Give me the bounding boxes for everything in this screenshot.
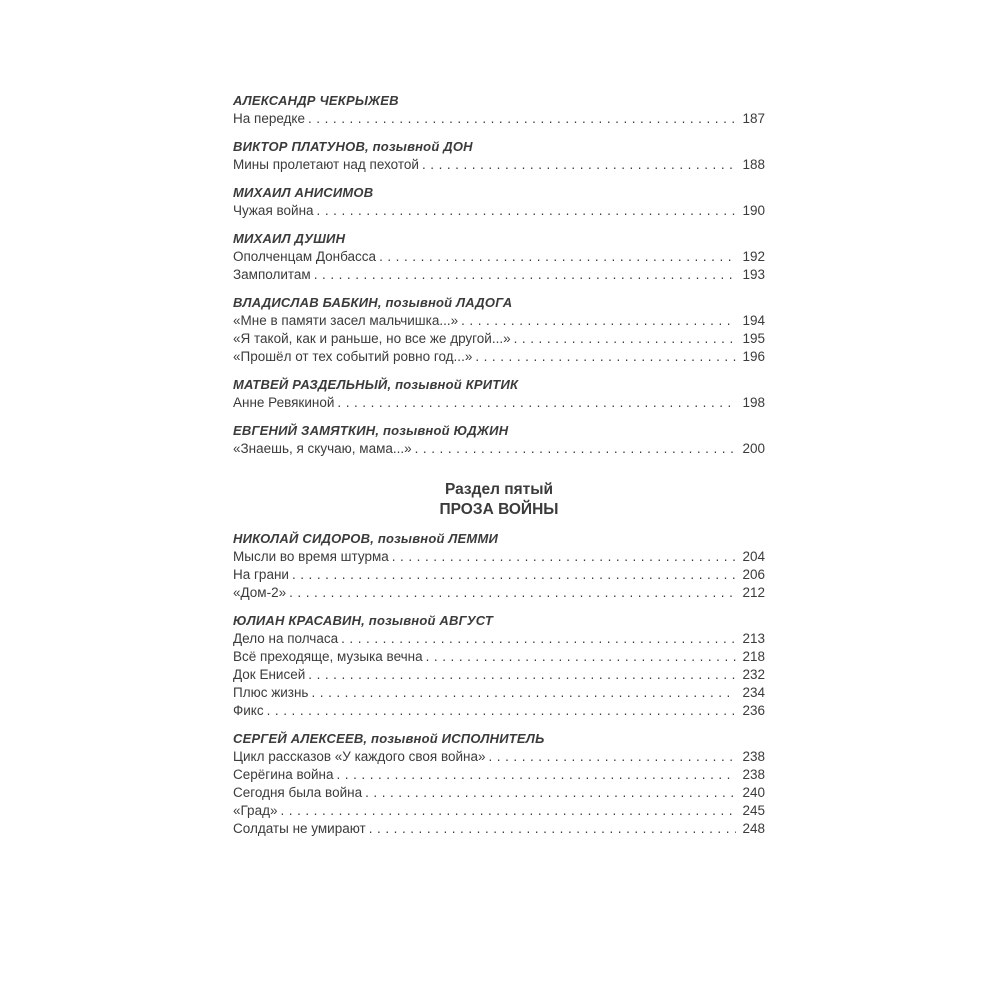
toc-entry-page-number: 238 <box>742 767 765 782</box>
toc-group <box>233 294 765 366</box>
toc-entry-page-number: 236 <box>742 703 765 718</box>
toc-entry-page-number: 194 <box>742 313 765 328</box>
toc-entry-title: Всё преходяще, музыка вечна <box>233 649 423 664</box>
toc-group <box>233 530 765 602</box>
toc-entry-page-number: 248 <box>742 821 765 836</box>
toc-entry-row <box>233 630 765 648</box>
dot-leader <box>475 348 736 366</box>
toc-entry-title: Мины пролетают над пехотой <box>233 157 419 172</box>
toc-entry-row <box>233 248 765 266</box>
toc-group <box>233 92 765 128</box>
dot-leader <box>337 394 736 412</box>
toc-author-heading: ВЛАДИСЛАВ БАБКИН, позывной ЛАДОГА <box>233 295 513 310</box>
toc-entry-title: На грани <box>233 567 289 582</box>
dot-leader <box>365 784 736 802</box>
toc-author-heading: АЛЕКСАНДР ЧЕКРЫЖЕВ <box>233 93 399 108</box>
dot-leader <box>341 630 736 648</box>
toc-entry-row <box>233 394 765 412</box>
toc-entry-title: «Прошёл от тех событий ровно год...» <box>233 349 473 364</box>
toc-entry-page-number: 200 <box>742 441 765 456</box>
toc-entry-title: Цикл рассказов «У каждого своя война» <box>233 749 486 764</box>
dot-leader <box>289 584 736 602</box>
toc-entry-page-number: 190 <box>742 203 765 218</box>
toc-entry-title: Док Енисей <box>233 667 306 682</box>
toc-entry-title: «Дом-2» <box>233 585 287 600</box>
toc-entry-page-number: 212 <box>742 585 765 600</box>
toc-entry-title: «Я такой, как и раньше, но все же другой...» <box>233 331 511 346</box>
toc-entry-row <box>233 766 765 784</box>
toc-entry-row <box>233 684 765 702</box>
toc-group <box>233 138 765 174</box>
toc-group <box>233 376 765 412</box>
dot-leader <box>426 648 737 666</box>
toc-entry-title: Фикс <box>233 703 264 718</box>
toc-group <box>233 230 765 284</box>
toc-entry-page-number: 198 <box>742 395 765 410</box>
dot-leader <box>337 766 737 784</box>
dot-leader <box>392 548 737 566</box>
toc-entry-page-number: 187 <box>742 111 765 126</box>
toc-entry-row <box>233 202 765 220</box>
toc-entry-page-number: 206 <box>742 567 765 582</box>
toc-entry-row <box>233 330 765 348</box>
dot-leader <box>379 248 736 266</box>
dot-leader <box>292 566 737 584</box>
toc-entry-row <box>233 312 765 330</box>
toc-entry-title: «Знаешь, я скучаю, мама...» <box>233 441 412 456</box>
dot-leader <box>317 202 737 220</box>
toc-entry-page-number: 245 <box>742 803 765 818</box>
toc-entry-row <box>233 702 765 720</box>
dot-leader <box>415 440 737 458</box>
toc-entry-row <box>233 802 765 820</box>
toc-author-heading: ЕВГЕНИЙ ЗАМЯТКИН, позывной ЮДЖИН <box>233 423 509 438</box>
toc-entry-row <box>233 820 765 838</box>
toc-entry-row <box>233 348 765 366</box>
toc-entry-page-number: 238 <box>742 749 765 764</box>
toc-entry-title: Дело на полчаса <box>233 631 339 646</box>
toc-group <box>233 612 765 720</box>
toc-entry-title: Мысли во время штурма <box>233 549 389 564</box>
toc-group <box>233 422 765 458</box>
toc-entry-title: Ополченцам Донбасса <box>233 249 377 264</box>
toc-entry-page-number: 193 <box>742 267 765 282</box>
toc-entry-title: Плюс жизнь <box>233 685 309 700</box>
toc-author-heading: ЮЛИАН КРАСАВИН, позывной АВГУСТ <box>233 613 494 628</box>
dot-leader <box>461 312 736 330</box>
toc-entry-page-number: 188 <box>742 157 765 172</box>
toc-author-heading: МИХАИЛ АНИСИМОВ <box>233 185 374 200</box>
toc-entry-page-number: 195 <box>742 331 765 346</box>
toc-entry-page-number: 196 <box>742 349 765 364</box>
toc-author-heading: МАТВЕЙ РАЗДЕЛЬНЫЙ, позывной КРИТИК <box>233 377 519 392</box>
toc-entry-row <box>233 110 765 128</box>
toc-entry-row <box>233 156 765 174</box>
toc-entry-row <box>233 566 765 584</box>
dot-leader <box>369 820 737 838</box>
toc-entry-title: Сегодня была война <box>233 785 363 800</box>
dot-leader <box>514 330 737 348</box>
section-heading <box>233 480 765 520</box>
toc-entry-row <box>233 748 765 766</box>
toc <box>233 92 765 838</box>
toc-entry-row <box>233 648 765 666</box>
dot-leader <box>311 684 736 702</box>
dot-leader <box>308 110 736 128</box>
toc-entry-title: Анне Ревякиной <box>233 395 335 410</box>
toc-entry-title: «Мне в памяти засел мальчишка...» <box>233 313 459 328</box>
toc-entry-page-number: 218 <box>742 649 765 664</box>
toc-entry-row <box>233 784 765 802</box>
dot-leader <box>267 702 737 720</box>
toc-entry-page-number: 234 <box>742 685 765 700</box>
toc-entry-page-number: 240 <box>742 785 765 800</box>
section-heading-line: ПРОЗА ВОЙНЫ <box>439 501 559 518</box>
toc-entry-page-number: 204 <box>742 549 765 564</box>
toc-entry-title: Солдаты не умирают <box>233 821 366 836</box>
toc-author-heading: СЕРГЕЙ АЛЕКСЕЕВ, позывной ИСПОЛНИТЕЛЬ <box>233 731 545 746</box>
toc-author-heading: НИКОЛАЙ СИДОРОВ, позывной ЛЕММИ <box>233 531 499 546</box>
toc-entry-title: На передке <box>233 111 305 126</box>
toc-entry-row <box>233 548 765 566</box>
dot-leader <box>489 748 737 766</box>
toc-entry-page-number: 232 <box>742 667 765 682</box>
toc-author-heading: МИХАИЛ ДУШИН <box>233 231 346 246</box>
toc-entry-row <box>233 666 765 684</box>
dot-leader <box>314 266 737 284</box>
dot-leader <box>308 666 736 684</box>
toc-entry-title: Чужая война <box>233 203 314 218</box>
toc-group <box>233 184 765 220</box>
toc-entry-title: «Град» <box>233 803 278 818</box>
toc-entry-row <box>233 584 765 602</box>
toc-entry-row <box>233 440 765 458</box>
toc-entry-title: Серёгина война <box>233 767 334 782</box>
toc-author-heading: ВИКТОР ПЛАТУНОВ, позывной ДОН <box>233 139 473 154</box>
toc-group <box>233 730 765 838</box>
toc-entry-row <box>233 266 765 284</box>
dot-leader <box>422 156 737 174</box>
toc-entry-title: Замполитам <box>233 267 311 282</box>
dot-leader <box>280 802 736 820</box>
toc-entry-page-number: 213 <box>742 631 765 646</box>
section-heading-line: Раздел пятый <box>444 481 554 498</box>
toc-entry-page-number: 192 <box>742 249 765 264</box>
